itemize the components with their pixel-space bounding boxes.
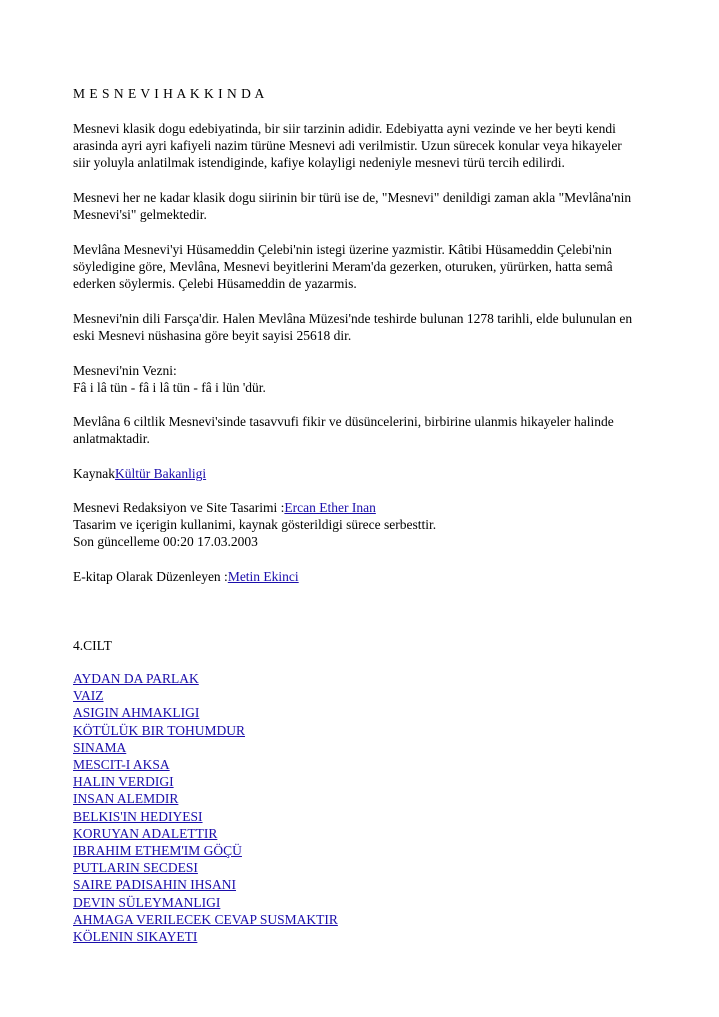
ebook-credit-link[interactable]: Metin Ekinci xyxy=(227,569,299,584)
chapter-link[interactable]: AHMAGA VERILECEK CEVAP SUSMAKTIR xyxy=(73,911,338,927)
paragraph-text: Mevlâna 6 ciltlik Mesnevi'sinde tasavvufi fikir ve düsüncelerini, birbirine ulanmis hikayeler halinde anlatmaktadir. xyxy=(73,414,614,447)
chapter-link[interactable]: SAIRE PADISAHIN IHSANI xyxy=(73,877,237,893)
paragraph-husameddin xyxy=(73,241,639,293)
chapter-link[interactable]: KÖLENIN SIKAYETI xyxy=(73,929,198,945)
chapter-link[interactable]: MESCIT-I AKSA xyxy=(73,757,170,773)
last-updated: Son güncelleme 00:20 17.03.2003 xyxy=(73,534,258,550)
chapter-list xyxy=(73,670,338,945)
usage-notice: Tasarim ve içerigin kullanimi, kaynak gösterildigi sürece serbesttir. xyxy=(73,517,437,533)
ebook-credit xyxy=(73,568,639,585)
chapter-link[interactable]: KÖTÜLÜK BIR TOHUMDUR xyxy=(73,722,246,738)
credits-block xyxy=(73,499,639,551)
chapter-link[interactable]: AYDAN DA PARLAK xyxy=(73,671,199,686)
paragraph-mevlana-mesnevi xyxy=(73,189,639,223)
chapter-link[interactable]: BELKIS'IN HEDIYESI xyxy=(73,808,203,824)
paragraph-text: Mesnevi her ne kadar klasik dogu siirinin bir türü ise de, "Mesnevi" denildigi zaman akla "Mevlâna'nin Mesnevi'si" gelmektedir. xyxy=(73,190,632,223)
chapter-link[interactable]: SINAMA xyxy=(73,739,127,755)
meter-label: Mesnevi'nin Vezni: xyxy=(73,363,177,378)
volume-heading: 4.CILT xyxy=(73,638,112,653)
meter-value: Fâ i lâ tün - fâ i lâ tün - fâ i lün 'dür. xyxy=(73,380,266,396)
chapter-link[interactable]: IBRAHIM ETHEM'IM GÖÇÜ xyxy=(73,843,242,859)
chapter-link[interactable]: PUTLARIN SECDESI xyxy=(73,860,198,876)
paragraph-definition xyxy=(73,120,639,172)
paragraph-text: Mesnevi'nin dili Farsça'dir. Halen Mevlâna Müzesi'nde teshirde bulunan 1278 tarihli, elde bulunulan en eski Mesnevi nüshasina göre beyit sayisi 25618 dir. xyxy=(73,311,633,344)
source-link[interactable]: Kültür Bakanligi xyxy=(114,466,207,481)
paragraph-language xyxy=(73,310,639,344)
paragraph-text: Mevlâna Mesnevi'yi Hüsameddin Çelebi'nin istegi üzerine yazmistir. Kâtibi Hüsameddin Çelebi'nin söyledigine göre, Mevlâna, Mesnevi beyitlerini Meram'da gezerken, oturuken, yürürken, hatta semâ ederken söylermis. Çelebi Hüsameddin de yazarmis. xyxy=(73,242,613,292)
page-title: M E S N E V I H A K K I N D A xyxy=(73,86,265,101)
source-label: Kaynak xyxy=(73,466,115,481)
paragraph-volumes xyxy=(73,413,639,447)
chapter-link[interactable]: DEVIN SÜLEYMANLIGI xyxy=(73,894,221,910)
chapter-link[interactable]: ASIGIN AHMAKLIGI xyxy=(73,705,200,721)
design-credit-link[interactable]: Ercan Ether Inan xyxy=(284,500,376,515)
chapter-link[interactable]: VAIZ xyxy=(73,688,104,704)
chapter-link[interactable]: KORUYAN ADALETTIR xyxy=(73,825,218,841)
ebook-credit-label: E-kitap Olarak Düzenleyen : xyxy=(73,569,228,584)
paragraph-meter xyxy=(73,362,639,396)
paragraph-text: Mesnevi klasik dogu edebiyatinda, bir siir tarzinin adidir. Edebiyatta ayni vezinde ve her beyti kendi arasinda ayri ayri kafiyeli nazim türüne Mesnevi adi verilmistir. Uzun sürecek konular veya hikayeler siir yoluyla anlatilmak istendiginde, kafiye kolayligi nedeniyle mesnevi türü tercih edilirdi. xyxy=(73,121,622,171)
chapter-link[interactable]: HALIN VERDIGI xyxy=(73,774,174,790)
chapter-link[interactable]: INSAN ALEMDIR xyxy=(73,791,179,807)
design-credit-label: Mesnevi Redaksiyon ve Site Tasarimi : xyxy=(73,500,285,515)
source-line xyxy=(73,465,639,482)
